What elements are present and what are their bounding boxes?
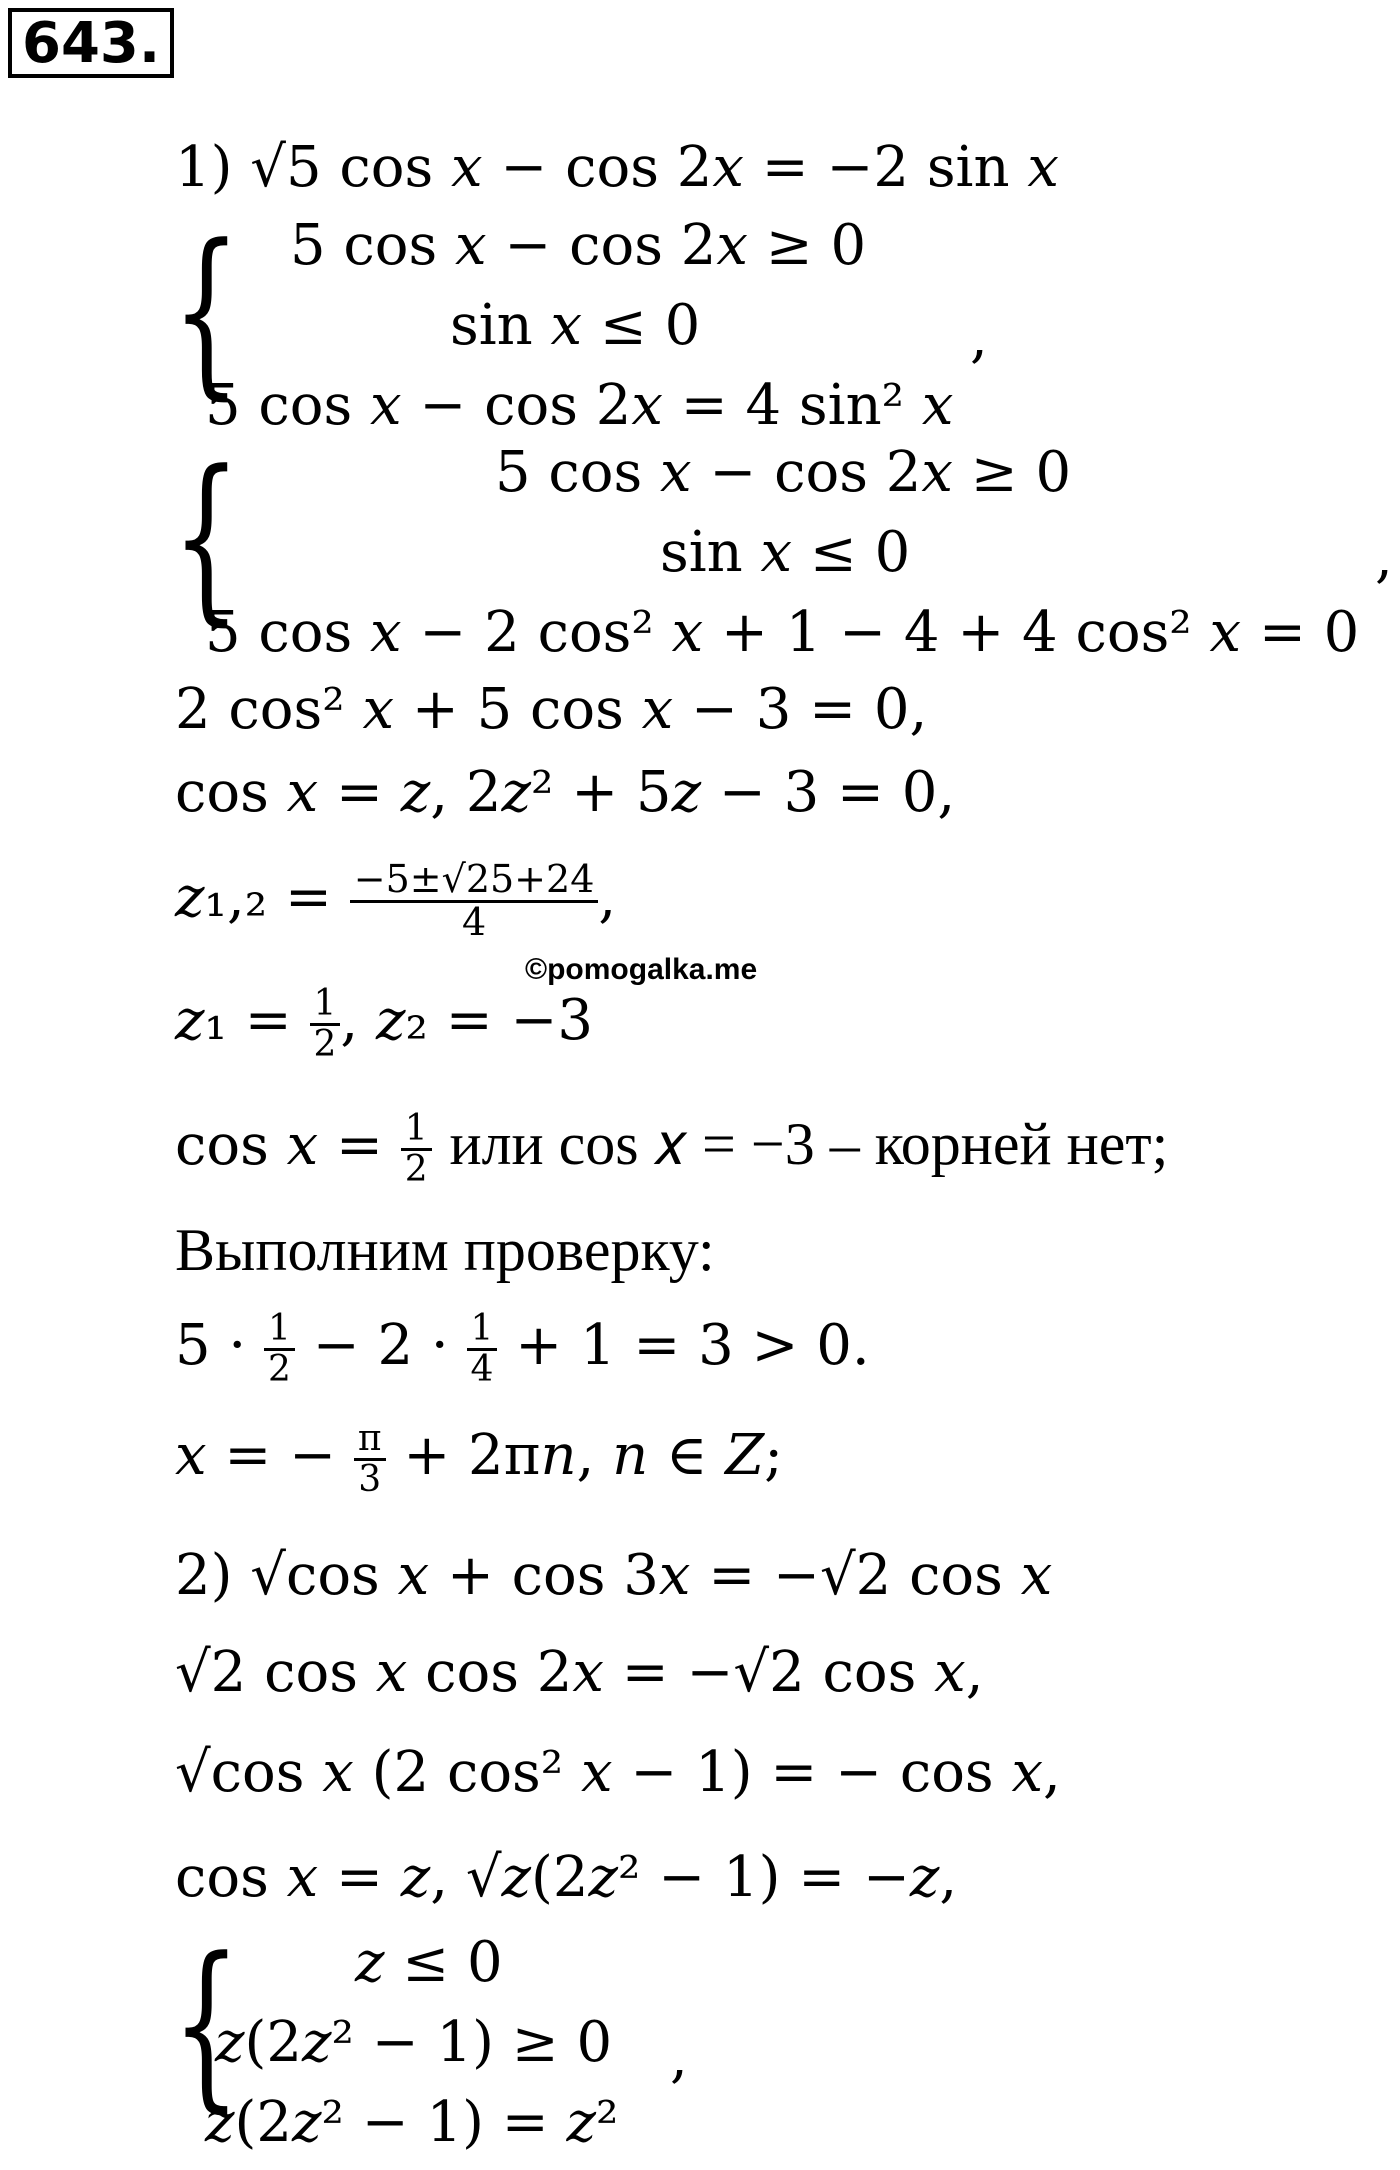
sys1-line1: 5 cos 𝑥 − cos 2𝑥 ≥ 0 (290, 213, 867, 278)
answer-line: 𝑥 = − $\frac{\pi}{3}$ + 2π𝑛, 𝑛 ∈ 𝑍; (175, 1418, 784, 1500)
sys3-line2: 𝑧(2𝑧² − 1) ≥ 0 (215, 2010, 613, 2075)
sys3-line1: 𝑧 ≤ 0 (355, 1930, 503, 1995)
check-title: Выполним проверку: (175, 1217, 715, 1283)
substitution-line: cos 𝑥 = 𝑧, 2𝑧² + 5𝑧 − 3 = 0, (175, 760, 956, 825)
sys1-comma: , (970, 305, 988, 370)
roots-values: 𝑧₁ = $\frac{1}{2}$ , 𝑧₂ = −3 (175, 983, 594, 1065)
system-brace: { (172, 433, 241, 642)
part2-line3: √cos 𝑥 (2 cos² 𝑥 − 1) = − cos 𝑥, (175, 1740, 1061, 1805)
system-brace: { (172, 207, 241, 416)
system-brace: { (172, 1920, 241, 2129)
problem-number: 643. (8, 8, 174, 78)
sys2-line1: 5 cos 𝑥 − cos 2𝑥 ≥ 0 (495, 440, 1072, 505)
sys1-line3: 5 cos 𝑥 − cos 2𝑥 = 4 sin² 𝑥 (205, 373, 954, 438)
quadratic-line: 2 cos² 𝑥 + 5 cos 𝑥 − 3 = 0, (175, 677, 928, 742)
part2-line2: √2 cos 𝑥 cos 2𝑥 = −√2 cos 𝑥, (175, 1640, 984, 1705)
sys2-line2: sin 𝑥 ≤ 0 (660, 520, 911, 585)
part2-equation: 2) √cos 𝑥 + cos 3𝑥 = −√2 cos 𝑥 (175, 1543, 1053, 1608)
cos-solution: cos 𝑥 = $\frac{1}{2}$ или cos 𝑥 = −3 – корней нет; (175, 1108, 1169, 1190)
sys2-comma: , (1375, 525, 1393, 590)
part1-equation: 1) √5 cos 𝑥 − cos 2𝑥 = −2 sin 𝑥 (175, 135, 1059, 200)
sys1-line2: sin 𝑥 ≤ 0 (450, 293, 701, 358)
watermark: ©pomogalka.me (525, 953, 758, 986)
check-line: 5 · $\frac{1}{2}$ − 2 · $\frac{1}{4}$ + 1 = 3 > 0. (175, 1308, 870, 1390)
roots-formula: 𝑧₁,₂ = $\frac{-5\pm√25+24}{4}$ , (175, 857, 617, 944)
sys3-comma: , (670, 2025, 688, 2090)
sys2-line3: 5 cos 𝑥 − 2 cos² 𝑥 + 1 − 4 + 4 cos² 𝑥 = 0 (205, 600, 1360, 665)
sys3-line3: 𝑧(2𝑧² − 1) = 𝑧² (205, 2090, 619, 2155)
part2-line4: cos 𝑥 = 𝑧, √𝑧(2𝑧² − 1) = −𝑧, (175, 1845, 958, 1910)
